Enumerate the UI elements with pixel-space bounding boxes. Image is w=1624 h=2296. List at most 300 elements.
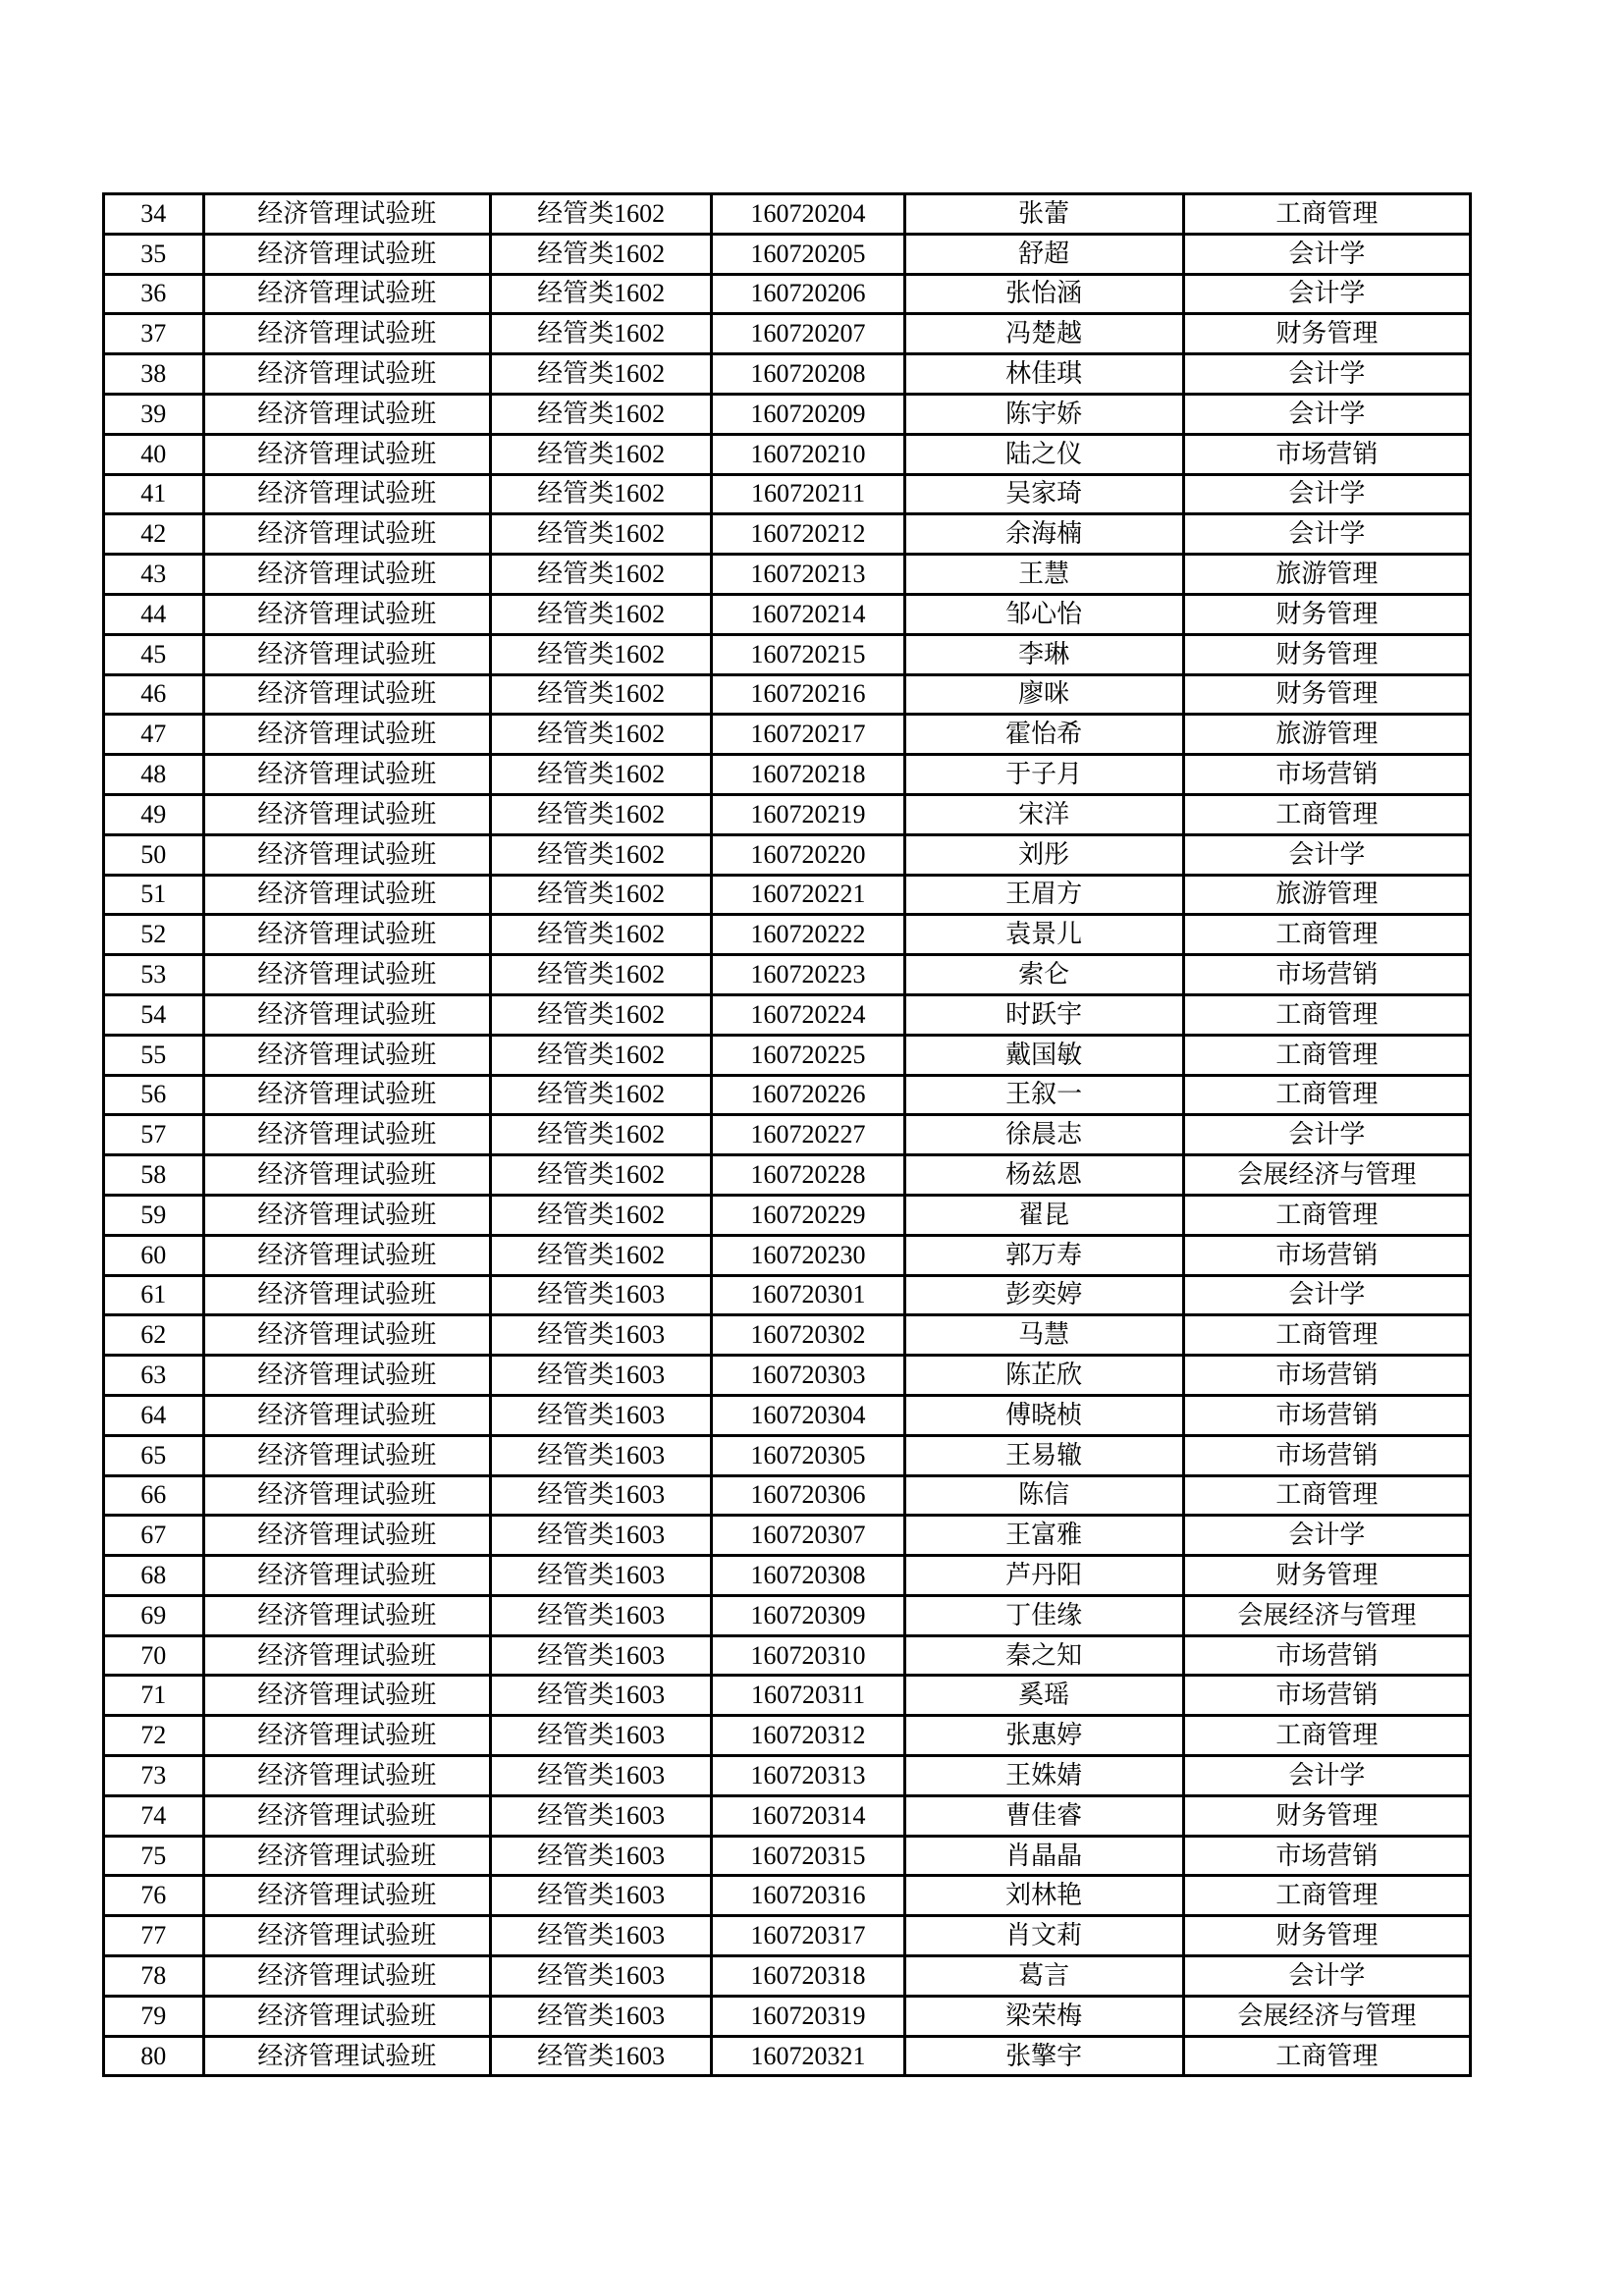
student-id-cell: 160720214 [712,594,904,634]
student-name-cell: 张惠婷 [904,1716,1183,1756]
table-row [104,314,1471,354]
program-cell: 经济管理试验班 [203,794,490,834]
table-row [104,434,1471,474]
program-cell: 经济管理试验班 [203,634,490,674]
program-cell: 经济管理试验班 [203,1275,490,1315]
student-name-cell: 余海楠 [904,514,1183,555]
major-cell: 财务管理 [1183,1795,1470,1836]
table-row [104,1556,1471,1596]
student-name-cell: 马慧 [904,1315,1183,1356]
program-cell: 经济管理试验班 [203,514,490,555]
major-cell: 工商管理 [1183,915,1470,955]
major-cell: 工商管理 [1183,1876,1470,1916]
student-name-cell: 陈芷欣 [904,1356,1183,1396]
student-name-cell: 冯楚越 [904,314,1183,354]
row-number-cell: 77 [104,1916,204,1956]
student-id-cell: 160720230 [712,1235,904,1275]
student-id-cell: 160720210 [712,434,904,474]
row-number-cell: 44 [104,594,204,634]
student-id-cell: 160720208 [712,354,904,395]
major-cell: 财务管理 [1183,1916,1470,1956]
student-name-cell: 秦之知 [904,1635,1183,1676]
program-cell: 经济管理试验班 [203,955,490,995]
class-cell: 经管类1603 [490,1475,712,1516]
major-cell: 会计学 [1183,1516,1470,1556]
row-number-cell: 38 [104,354,204,395]
major-cell: 会计学 [1183,234,1470,274]
major-cell: 市场营销 [1183,955,1470,995]
major-cell: 市场营销 [1183,1235,1470,1275]
program-cell: 经济管理试验班 [203,1115,490,1155]
major-cell: 工商管理 [1183,1716,1470,1756]
student-name-cell: 王姝婧 [904,1756,1183,1796]
student-name-cell: 王叙一 [904,1075,1183,1115]
row-number-cell: 34 [104,194,204,235]
major-cell: 市场营销 [1183,434,1470,474]
row-number-cell: 52 [104,915,204,955]
major-cell: 财务管理 [1183,634,1470,674]
major-cell: 会计学 [1183,1275,1470,1315]
class-cell: 经管类1603 [490,1996,712,2036]
student-id-cell: 160720217 [712,715,904,755]
table-row [104,1956,1471,1997]
row-number-cell: 76 [104,1876,204,1916]
student-name-cell: 翟昆 [904,1195,1183,1235]
class-cell: 经管类1603 [490,1635,712,1676]
table-row [104,634,1471,674]
row-number-cell: 41 [104,474,204,514]
program-cell: 经济管理试验班 [203,1836,490,1876]
program-cell: 经济管理试验班 [203,1916,490,1956]
student-id-cell: 160720226 [712,1075,904,1115]
class-cell: 经管类1602 [490,1195,712,1235]
row-number-cell: 58 [104,1155,204,1196]
table-row [104,1395,1471,1435]
class-cell: 经管类1603 [490,1315,712,1356]
student-name-cell: 刘彤 [904,834,1183,875]
table-row [104,1275,1471,1315]
row-number-cell: 65 [104,1435,204,1475]
program-cell: 经济管理试验班 [203,1956,490,1997]
table-row [104,955,1471,995]
major-cell: 工商管理 [1183,1075,1470,1115]
student-id-cell: 160720312 [712,1716,904,1756]
student-name-cell: 张怡涵 [904,274,1183,314]
table-row [104,834,1471,875]
student-name-cell: 郭万寿 [904,1235,1183,1275]
table-row [104,514,1471,555]
student-id-cell: 160720302 [712,1315,904,1356]
student-id-cell: 160720211 [712,474,904,514]
student-name-cell: 时跃宇 [904,994,1183,1035]
program-cell: 经济管理试验班 [203,1035,490,1075]
student-table-body [104,194,1471,2076]
student-id-cell: 160720228 [712,1155,904,1196]
table-row [104,2036,1471,2076]
major-cell: 工商管理 [1183,1315,1470,1356]
student-id-cell: 160720317 [712,1916,904,1956]
class-cell: 经管类1602 [490,915,712,955]
row-number-cell: 66 [104,1475,204,1516]
student-name-cell: 李琳 [904,634,1183,674]
major-cell: 工商管理 [1183,194,1470,235]
table-row [104,1195,1471,1235]
class-cell: 经管类1602 [490,434,712,474]
table-row [104,1756,1471,1796]
table-row [104,875,1471,915]
table-row [104,394,1471,434]
major-cell: 会计学 [1183,1756,1470,1796]
student-id-cell: 160720318 [712,1956,904,1997]
student-name-cell: 葛言 [904,1956,1183,1997]
major-cell: 市场营销 [1183,1635,1470,1676]
student-id-cell: 160720224 [712,994,904,1035]
class-cell: 经管类1602 [490,834,712,875]
program-cell: 经济管理试验班 [203,1635,490,1676]
student-name-cell: 邹心怡 [904,594,1183,634]
student-name-cell: 傅晓桢 [904,1395,1183,1435]
program-cell: 经济管理试验班 [203,1716,490,1756]
row-number-cell: 69 [104,1595,204,1635]
student-name-cell: 徐晨志 [904,1115,1183,1155]
class-cell: 经管类1602 [490,875,712,915]
class-cell: 经管类1602 [490,1155,712,1196]
student-name-cell: 曹佳睿 [904,1795,1183,1836]
major-cell: 会计学 [1183,1115,1470,1155]
student-name-cell: 刘林艳 [904,1876,1183,1916]
table-row [104,1635,1471,1676]
row-number-cell: 40 [104,434,204,474]
class-cell: 经管类1603 [490,1595,712,1635]
student-id-cell: 160720218 [712,755,904,795]
student-id-cell: 160720309 [712,1595,904,1635]
table-row [104,1836,1471,1876]
program-cell: 经济管理试验班 [203,394,490,434]
row-number-cell: 62 [104,1315,204,1356]
program-cell: 经济管理试验班 [203,1395,490,1435]
table-row [104,594,1471,634]
student-id-cell: 160720216 [712,674,904,715]
class-cell: 经管类1603 [490,1876,712,1916]
student-id-cell: 160720207 [712,314,904,354]
class-cell: 经管类1602 [490,234,712,274]
student-name-cell: 王慧 [904,555,1183,595]
program-cell: 经济管理试验班 [203,875,490,915]
student-id-cell: 160720311 [712,1676,904,1716]
program-cell: 经济管理试验班 [203,1475,490,1516]
student-id-cell: 160720316 [712,1876,904,1916]
major-cell: 财务管理 [1183,314,1470,354]
class-cell: 经管类1602 [490,634,712,674]
class-cell: 经管类1602 [490,1235,712,1275]
student-name-cell: 丁佳缘 [904,1595,1183,1635]
class-cell: 经管类1603 [490,1275,712,1315]
major-cell: 工商管理 [1183,1195,1470,1235]
student-name-cell: 陆之仪 [904,434,1183,474]
class-cell: 经管类1603 [490,1836,712,1876]
student-id-cell: 160720225 [712,1035,904,1075]
program-cell: 经济管理试验班 [203,1756,490,1796]
class-cell: 经管类1602 [490,194,712,235]
program-cell: 经济管理试验班 [203,1516,490,1556]
student-id-cell: 160720321 [712,2036,904,2076]
program-cell: 经济管理试验班 [203,234,490,274]
class-cell: 经管类1603 [490,1516,712,1556]
student-name-cell: 肖文莉 [904,1916,1183,1956]
class-cell: 经管类1602 [490,794,712,834]
row-number-cell: 73 [104,1756,204,1796]
table-row [104,1035,1471,1075]
program-cell: 经济管理试验班 [203,834,490,875]
student-name-cell: 霍怡希 [904,715,1183,755]
program-cell: 经济管理试验班 [203,1315,490,1356]
class-cell: 经管类1602 [490,274,712,314]
program-cell: 经济管理试验班 [203,674,490,715]
student-id-cell: 160720306 [712,1475,904,1516]
major-cell: 会计学 [1183,1956,1470,1997]
program-cell: 经济管理试验班 [203,314,490,354]
program-cell: 经济管理试验班 [203,755,490,795]
row-number-cell: 49 [104,794,204,834]
student-name-cell: 张擎宇 [904,2036,1183,2076]
student-id-cell: 160720308 [712,1556,904,1596]
row-number-cell: 53 [104,955,204,995]
student-id-cell: 160720213 [712,555,904,595]
major-cell: 财务管理 [1183,674,1470,715]
major-cell: 会计学 [1183,274,1470,314]
table-row [104,1716,1471,1756]
program-cell: 经济管理试验班 [203,1996,490,2036]
program-cell: 经济管理试验班 [203,274,490,314]
class-cell: 经管类1603 [490,1916,712,1956]
class-cell: 经管类1602 [490,715,712,755]
major-cell: 工商管理 [1183,794,1470,834]
student-id-cell: 160720301 [712,1275,904,1315]
table-row [104,1475,1471,1516]
major-cell: 会计学 [1183,834,1470,875]
program-cell: 经济管理试验班 [203,1595,490,1635]
student-name-cell: 戴国敏 [904,1035,1183,1075]
program-cell: 经济管理试验班 [203,1435,490,1475]
row-number-cell: 61 [104,1275,204,1315]
row-number-cell: 67 [104,1516,204,1556]
student-name-cell: 陈宇娇 [904,394,1183,434]
class-cell: 经管类1602 [490,1035,712,1075]
program-cell: 经济管理试验班 [203,915,490,955]
class-cell: 经管类1603 [490,1676,712,1716]
major-cell: 市场营销 [1183,1676,1470,1716]
table-row [104,234,1471,274]
student-name-cell: 吴家琦 [904,474,1183,514]
class-cell: 经管类1603 [490,1756,712,1796]
student-id-cell: 160720319 [712,1996,904,2036]
student-id-cell: 160720227 [712,1115,904,1155]
student-id-cell: 160720206 [712,274,904,314]
student-id-cell: 160720222 [712,915,904,955]
student-id-cell: 160720315 [712,1836,904,1876]
major-cell: 旅游管理 [1183,875,1470,915]
row-number-cell: 72 [104,1716,204,1756]
student-id-cell: 160720221 [712,875,904,915]
major-cell: 市场营销 [1183,1395,1470,1435]
table-row [104,1676,1471,1716]
class-cell: 经管类1603 [490,1956,712,1997]
major-cell: 会计学 [1183,474,1470,514]
table-row [104,474,1471,514]
program-cell: 经济管理试验班 [203,2036,490,2076]
program-cell: 经济管理试验班 [203,1676,490,1716]
student-id-cell: 160720305 [712,1435,904,1475]
student-id-cell: 160720220 [712,834,904,875]
row-number-cell: 80 [104,2036,204,2076]
student-id-cell: 160720219 [712,794,904,834]
student-name-cell: 肖晶晶 [904,1836,1183,1876]
row-number-cell: 75 [104,1836,204,1876]
program-cell: 经济管理试验班 [203,1876,490,1916]
program-cell: 经济管理试验班 [203,1556,490,1596]
program-cell: 经济管理试验班 [203,555,490,595]
row-number-cell: 37 [104,314,204,354]
student-id-cell: 160720215 [712,634,904,674]
program-cell: 经济管理试验班 [203,1795,490,1836]
class-cell: 经管类1603 [490,1395,712,1435]
student-id-cell: 160720212 [712,514,904,555]
row-number-cell: 59 [104,1195,204,1235]
row-number-cell: 46 [104,674,204,715]
student-roster-table [102,192,1472,2077]
row-number-cell: 79 [104,1996,204,2036]
row-number-cell: 48 [104,755,204,795]
program-cell: 经济管理试验班 [203,434,490,474]
major-cell: 财务管理 [1183,594,1470,634]
class-cell: 经管类1602 [490,755,712,795]
table-row [104,555,1471,595]
class-cell: 经管类1602 [490,394,712,434]
major-cell: 工商管理 [1183,1475,1470,1516]
row-number-cell: 63 [104,1356,204,1396]
student-name-cell: 王易辙 [904,1435,1183,1475]
program-cell: 经济管理试验班 [203,194,490,235]
student-name-cell: 彭奕婷 [904,1275,1183,1315]
table-row [104,274,1471,314]
row-number-cell: 55 [104,1035,204,1075]
table-row [104,715,1471,755]
student-name-cell: 陈信 [904,1475,1183,1516]
program-cell: 经济管理试验班 [203,474,490,514]
table-row [104,1795,1471,1836]
student-name-cell: 林佳琪 [904,354,1183,395]
student-name-cell: 王富雅 [904,1516,1183,1556]
program-cell: 经济管理试验班 [203,1195,490,1235]
class-cell: 经管类1602 [490,674,712,715]
student-id-cell: 160720229 [712,1195,904,1235]
major-cell: 旅游管理 [1183,555,1470,595]
major-cell: 会展经济与管理 [1183,1996,1470,2036]
table-row [104,354,1471,395]
major-cell: 会展经济与管理 [1183,1155,1470,1196]
table-row [104,1155,1471,1196]
table-row [104,1876,1471,1916]
row-number-cell: 43 [104,555,204,595]
row-number-cell: 78 [104,1956,204,1997]
row-number-cell: 35 [104,234,204,274]
table-row [104,1435,1471,1475]
row-number-cell: 45 [104,634,204,674]
student-id-cell: 160720307 [712,1516,904,1556]
row-number-cell: 60 [104,1235,204,1275]
row-number-cell: 54 [104,994,204,1035]
major-cell: 工商管理 [1183,994,1470,1035]
student-id-cell: 160720223 [712,955,904,995]
class-cell: 经管类1602 [490,1075,712,1115]
table-row [104,755,1471,795]
student-name-cell: 宋洋 [904,794,1183,834]
row-number-cell: 57 [104,1115,204,1155]
major-cell: 市场营销 [1183,755,1470,795]
student-id-cell: 160720205 [712,234,904,274]
program-cell: 经济管理试验班 [203,1155,490,1196]
program-cell: 经济管理试验班 [203,715,490,755]
program-cell: 经济管理试验班 [203,1075,490,1115]
student-id-cell: 160720204 [712,194,904,235]
student-name-cell: 索仑 [904,955,1183,995]
class-cell: 经管类1602 [490,1115,712,1155]
program-cell: 经济管理试验班 [203,354,490,395]
student-name-cell: 于子月 [904,755,1183,795]
class-cell: 经管类1602 [490,314,712,354]
row-number-cell: 64 [104,1395,204,1435]
program-cell: 经济管理试验班 [203,1356,490,1396]
row-number-cell: 50 [104,834,204,875]
program-cell: 经济管理试验班 [203,1235,490,1275]
class-cell: 经管类1602 [490,594,712,634]
student-name-cell: 梁荣梅 [904,1996,1183,2036]
row-number-cell: 39 [104,394,204,434]
table-row [104,1356,1471,1396]
class-cell: 经管类1602 [490,514,712,555]
table-row [104,1595,1471,1635]
student-id-cell: 160720314 [712,1795,904,1836]
row-number-cell: 68 [104,1556,204,1596]
class-cell: 经管类1603 [490,1356,712,1396]
major-cell: 财务管理 [1183,1556,1470,1596]
major-cell: 工商管理 [1183,1035,1470,1075]
major-cell: 会展经济与管理 [1183,1595,1470,1635]
class-cell: 经管类1602 [490,354,712,395]
row-number-cell: 36 [104,274,204,314]
program-cell: 经济管理试验班 [203,994,490,1035]
program-cell: 经济管理试验班 [203,594,490,634]
table-row [104,1115,1471,1155]
major-cell: 市场营销 [1183,1356,1470,1396]
major-cell: 会计学 [1183,354,1470,395]
row-number-cell: 56 [104,1075,204,1115]
major-cell: 会计学 [1183,514,1470,555]
student-name-cell: 廖咪 [904,674,1183,715]
class-cell: 经管类1603 [490,2036,712,2076]
student-name-cell: 芦丹阳 [904,1556,1183,1596]
row-number-cell: 70 [104,1635,204,1676]
class-cell: 经管类1602 [490,955,712,995]
class-cell: 经管类1603 [490,1556,712,1596]
table-row [104,915,1471,955]
table-row [104,194,1471,235]
row-number-cell: 47 [104,715,204,755]
major-cell: 市场营销 [1183,1435,1470,1475]
major-cell: 会计学 [1183,394,1470,434]
table-row [104,1996,1471,2036]
major-cell: 旅游管理 [1183,715,1470,755]
